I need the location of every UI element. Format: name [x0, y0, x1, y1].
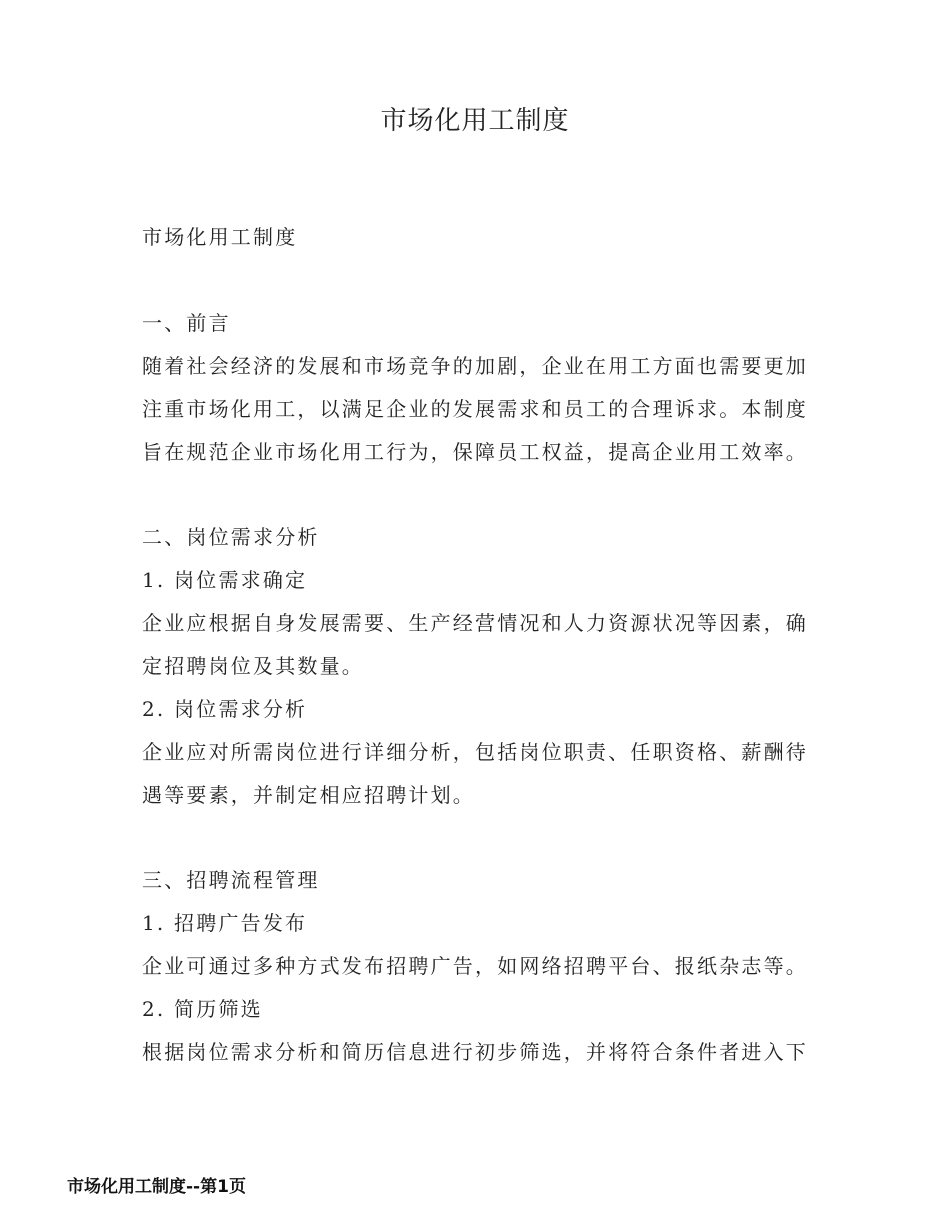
paragraph-line: 随着社会经济的发展和市场竞争的加剧，企业在用工方面也需要更加: [142, 354, 808, 378]
paragraph-line: 遇等要素，并制定相应招聘计划。: [142, 783, 475, 807]
paragraph-line: 企业可通过多种方式发布招聘广告，如网络招聘平台、报纸杂志等。: [142, 954, 808, 978]
paragraph-line: 定招聘岗位及其数量。: [142, 654, 364, 678]
paragraph-line: 旨在规范企业市场化用工行为，保障员工权益，提高企业用工效率。: [142, 440, 808, 464]
page-footer: 市场化用工制度--第1页: [67, 1177, 246, 1197]
document-subtitle: 市场化用工制度: [142, 225, 298, 249]
paragraph-line: 根据岗位需求分析和简历信息进行初步筛选，并将符合条件者进入下: [142, 1040, 808, 1064]
section-heading-position-analysis: 二、岗位需求分析: [142, 525, 320, 549]
section-heading-recruitment: 三、招聘流程管理: [142, 868, 320, 892]
paragraph-line: 企业应根据自身发展需要、生产经营情况和人力资源状况等因素，确: [142, 611, 808, 635]
subsection-heading: 2. 简历筛选: [142, 997, 263, 1021]
document-title: 市场化用工制度: [380, 106, 570, 136]
paragraph-line: 注重市场化用工，以满足企业的发展需求和员工的合理诉求。本制度: [142, 397, 808, 421]
subsection-heading: 1. 岗位需求确定: [142, 568, 308, 592]
subsection-heading: 2. 岗位需求分析: [142, 697, 308, 721]
section-heading-preface: 一、前言: [142, 311, 231, 335]
paragraph-line: 企业应对所需岗位进行详细分析，包括岗位职责、任职资格、薪酬待: [142, 740, 808, 764]
subsection-heading: 1. 招聘广告发布: [142, 911, 308, 935]
